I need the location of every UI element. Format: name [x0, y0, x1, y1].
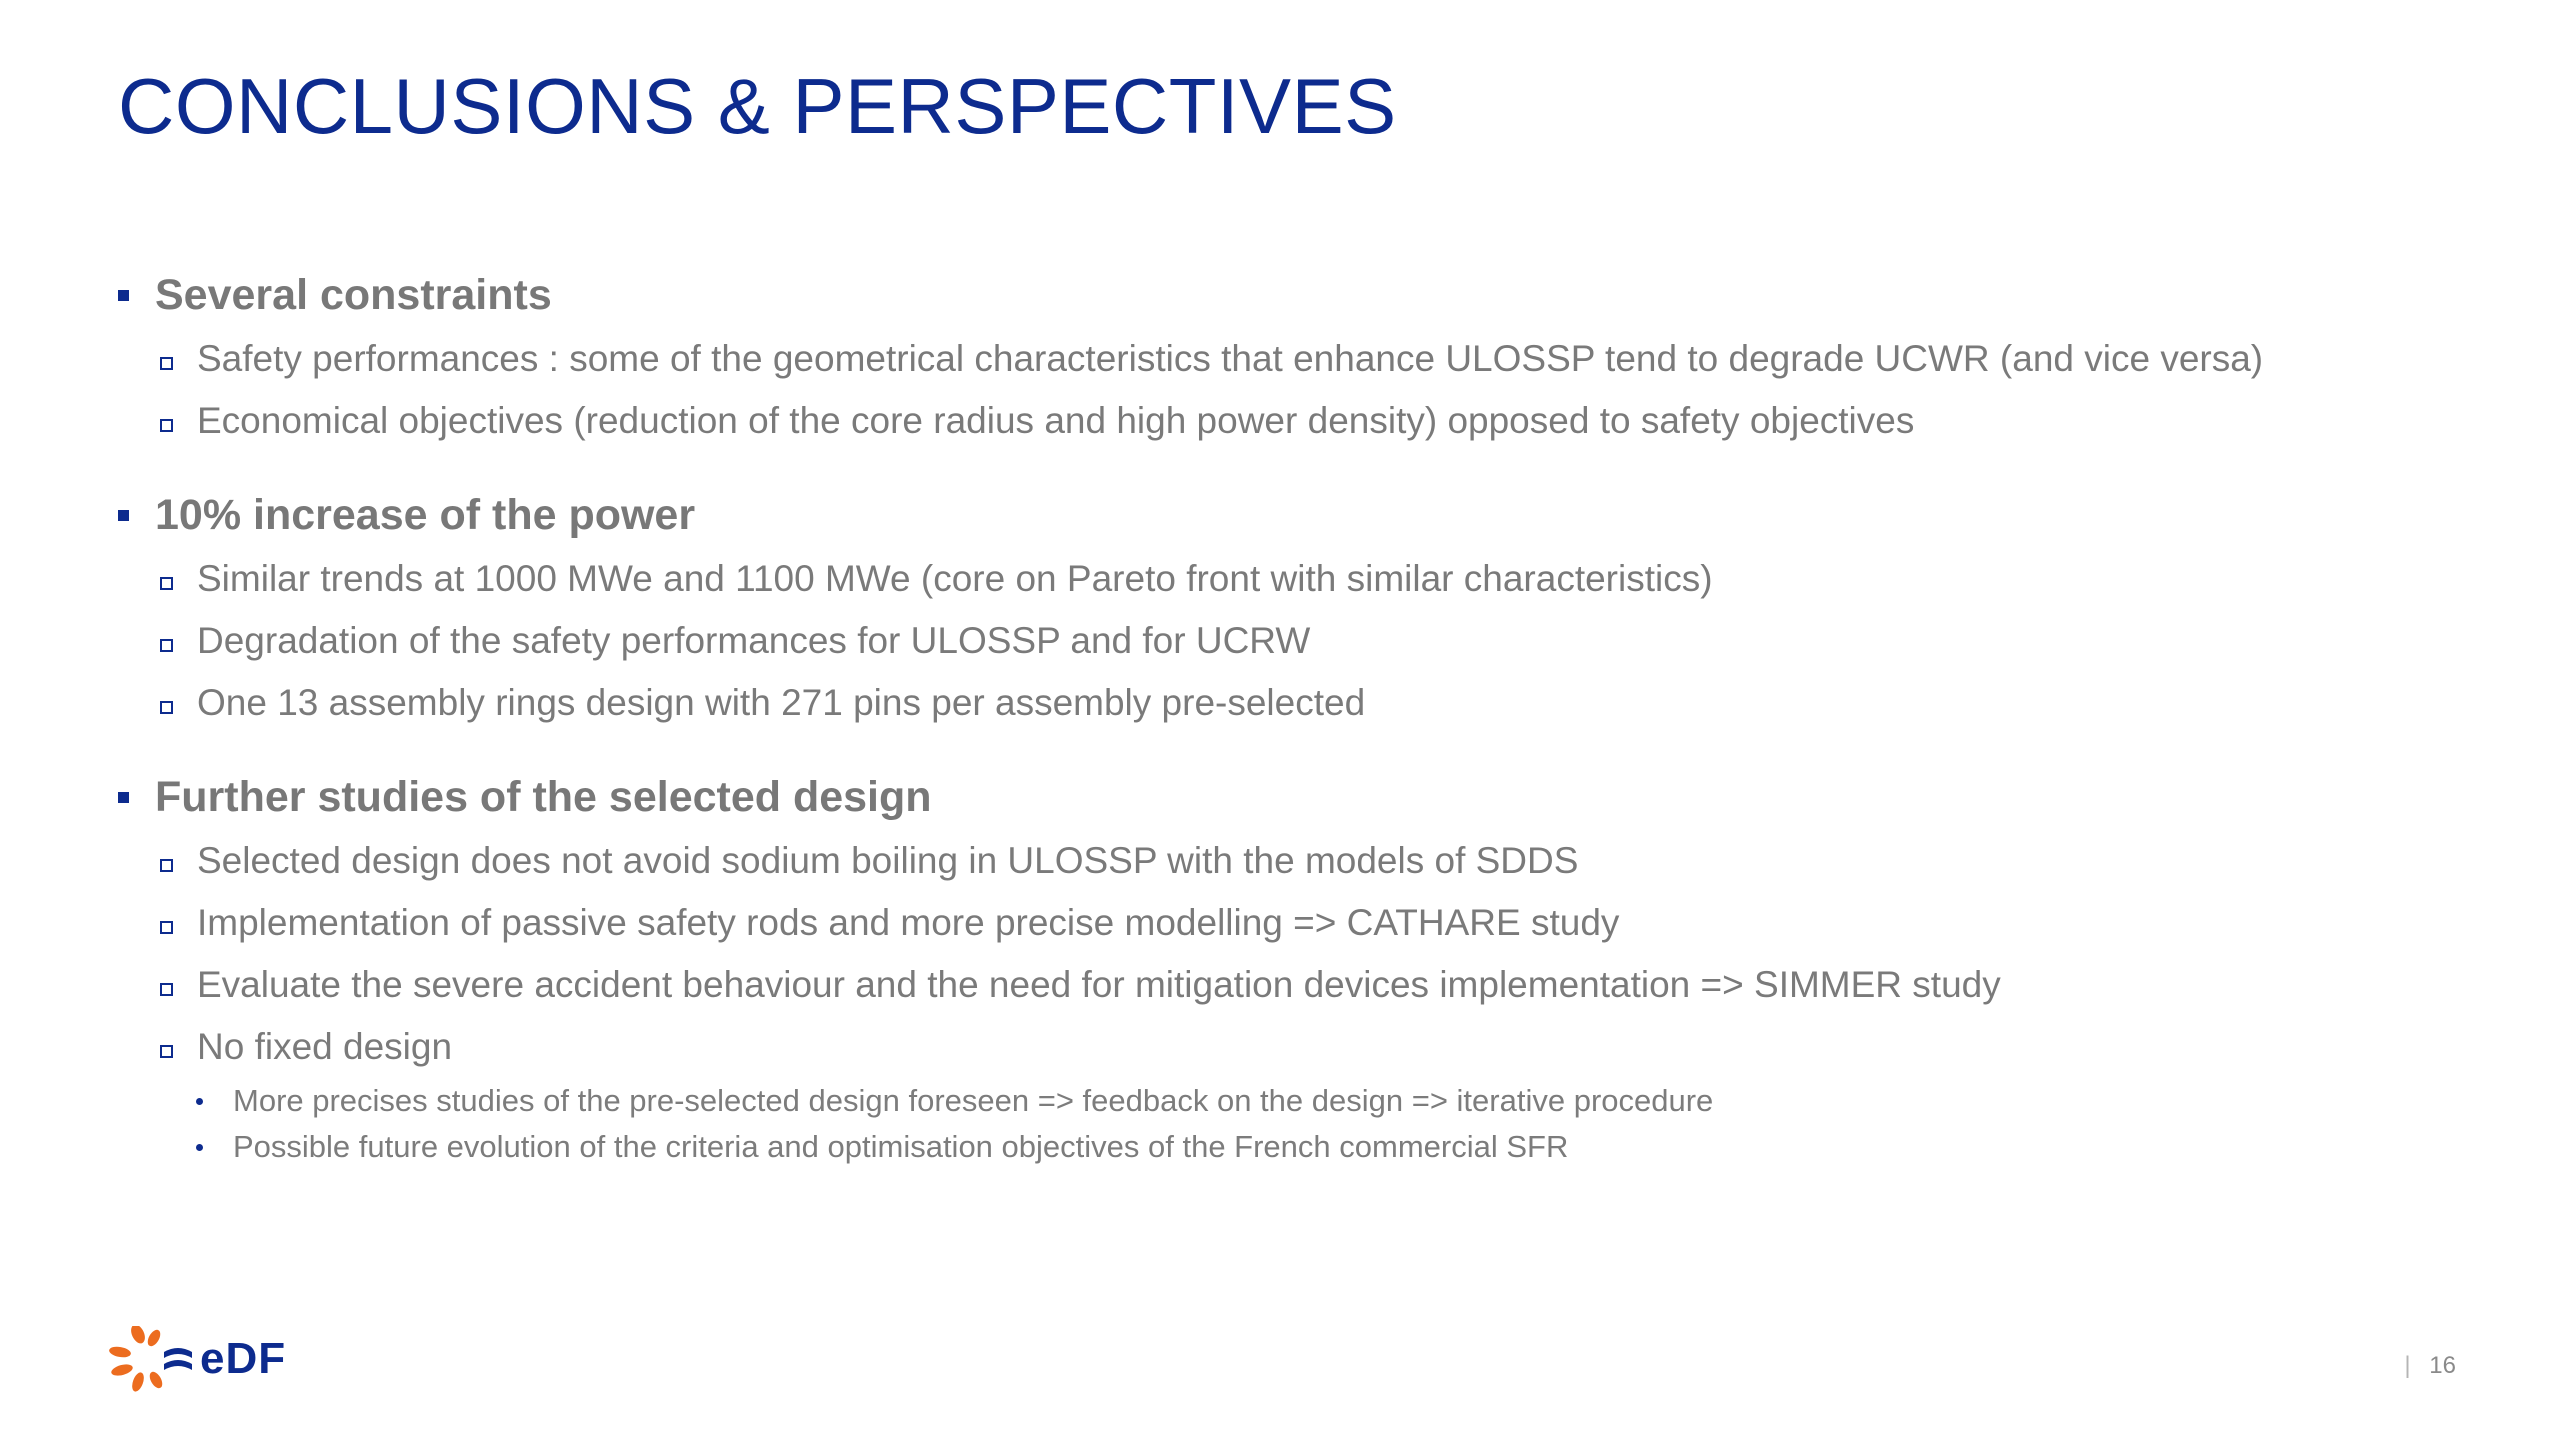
bullet-item	[160, 672, 2418, 734]
section-several-constraints	[118, 262, 2418, 452]
slide-title: CONCLUSIONS & PERSPECTIVES	[118, 62, 1397, 150]
sub-bullet-item	[196, 1124, 2418, 1170]
dot-bullet-icon	[196, 1144, 203, 1151]
hollow-square-bullet-icon	[160, 921, 173, 934]
hollow-square-bullet-icon	[160, 577, 173, 590]
footer-separator: |	[2404, 1352, 2411, 1379]
bullet-item-text: Implementation of passive safety rods and more precise modelling => CATHARE study	[197, 902, 1620, 943]
bullet-item	[160, 954, 2418, 1016]
bullet-item	[160, 390, 2418, 452]
page-number: 16	[2429, 1352, 2456, 1379]
sub-bullet-item-text: More precises studies of the pre-selected design foreseen => feedback on the design => iterative procedure	[233, 1083, 1714, 1118]
hollow-square-bullet-icon	[160, 859, 173, 872]
section-heading-text: Several constraints	[155, 270, 552, 319]
bullet-item	[160, 892, 2418, 954]
bullet-item-text: One 13 assembly rings design with 271 pins per assembly pre-selected	[197, 682, 1366, 723]
bullet-item	[160, 328, 2418, 390]
section-heading-text: 10% increase of the power	[155, 490, 696, 539]
hollow-square-bullet-icon	[160, 701, 173, 714]
bullet-item-text: Economical objectives (reduction of the core radius and high power density) opposed to safety objectives	[197, 400, 1915, 441]
hollow-square-bullet-icon	[160, 983, 173, 996]
section-heading-text: Further studies of the selected design	[155, 772, 932, 821]
bullet-item	[160, 610, 2418, 672]
bullet-item	[160, 548, 2418, 610]
square-bullet-icon	[118, 290, 129, 301]
section-heading	[118, 764, 2418, 830]
section-heading	[118, 482, 2418, 548]
page-footer	[2404, 1352, 2456, 1380]
edf-sunburst-icon	[108, 1326, 196, 1392]
bullet-item-text: Safety performances : some of the geometrical characteristics that enhance ULOSSP tend to degrade UCWR (and vice versa)	[197, 338, 2264, 379]
slide-content	[118, 262, 2418, 1200]
section-heading	[118, 262, 2418, 328]
bullet-item-text: Similar trends at 1000 MWe and 1100 MWe (core on Pareto front with similar characteristics)	[197, 558, 1713, 599]
bullet-item-text: Degradation of the safety performances for ULOSSP and for UCRW	[197, 620, 1311, 661]
bullet-item-text: Evaluate the severe accident behaviour and the need for mitigation devices implementation => SIMMER study	[197, 964, 2001, 1005]
edf-logo-text: eDF	[200, 1334, 287, 1383]
hollow-square-bullet-icon	[160, 1045, 173, 1058]
hollow-square-bullet-icon	[160, 639, 173, 652]
edf-logo	[108, 1326, 286, 1392]
bullet-item-text: Selected design does not avoid sodium boiling in ULOSSP with the models of SDDS	[197, 840, 1579, 881]
section-power-increase	[118, 482, 2418, 734]
sub-bullet-item	[196, 1078, 2418, 1124]
square-bullet-icon	[118, 510, 129, 521]
bullet-item	[160, 830, 2418, 892]
section-further-studies	[118, 764, 2418, 1170]
bullet-item-text: No fixed design	[197, 1026, 453, 1067]
hollow-square-bullet-icon	[160, 419, 173, 432]
sub-bullet-item-text: Possible future evolution of the criteria and optimisation objectives of the French commercial SFR	[233, 1129, 1569, 1164]
hollow-square-bullet-icon	[160, 357, 173, 370]
square-bullet-icon	[118, 792, 129, 803]
bullet-item	[160, 1016, 2418, 1078]
dot-bullet-icon	[196, 1098, 203, 1105]
